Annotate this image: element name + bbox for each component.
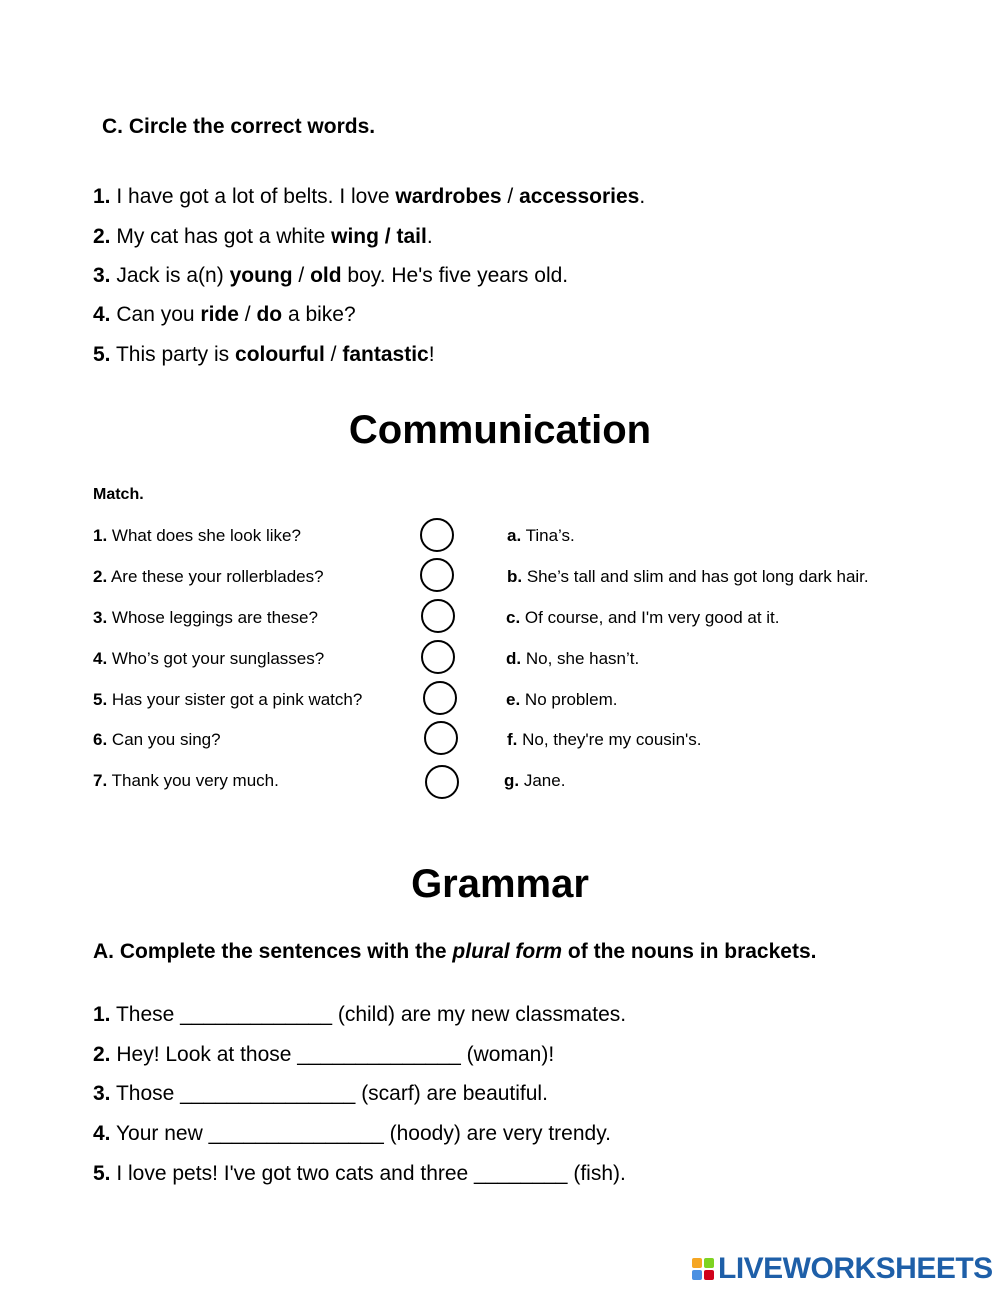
logo-text: LIVEWORKSHEETS [718, 1252, 993, 1285]
circle-item-5: 5. This party is colourful / fantastic! [93, 343, 435, 366]
section-c-title: C. Circle the correct words. [102, 115, 376, 138]
match-question: 3. Whose leggings are these? [93, 608, 318, 627]
match-question: 7. Thank you very much. [93, 771, 279, 790]
match-answer: b. She’s tall and slim and has got long dark hair. [507, 567, 869, 586]
answer-circle-4[interactable] [421, 640, 455, 674]
grammar-item-1[interactable]: 1. These _____________ (child) are my new classmates. [93, 1003, 627, 1026]
match-question: 1. What does she look like? [93, 526, 301, 545]
circle-item-2: 2. My cat has got a white wing / tail. [93, 225, 433, 248]
grammar-item-3[interactable]: 3. Those _______________ (scarf) are beautiful. [93, 1082, 548, 1105]
word-option[interactable]: wing [331, 225, 379, 248]
liveworksheets-logo [692, 1254, 993, 1284]
word-option[interactable]: old [310, 264, 342, 287]
word-option[interactable]: do [256, 303, 283, 326]
match-answer: c. Of course, and I'm very good at it. [506, 608, 780, 627]
match-question: 5. Has your sister got a pink watch? [93, 690, 363, 709]
word-option[interactable]: colourful [235, 343, 325, 366]
answer-circle-2[interactable] [420, 558, 454, 592]
circle-item-1: 1. I have got a lot of belts. I love wardrobes / accessories. [93, 185, 646, 208]
match-answer: a. Tina’s. [507, 526, 575, 545]
word-option[interactable]: wardrobes [395, 185, 502, 208]
match-answer: f. No, they're my cousin's. [507, 730, 702, 749]
word-option[interactable]: fantastic [342, 343, 429, 366]
grammar-heading: Grammar [411, 862, 589, 906]
match-answer: d. No, she hasn’t. [506, 649, 640, 668]
grammar-instruction: A. Complete the sentences with the plural form of the nouns in brackets. [93, 940, 817, 963]
match-answer: e. No problem. [506, 690, 618, 709]
match-question: 6. Can you sing? [93, 730, 221, 749]
word-option[interactable]: young [229, 264, 293, 287]
logo-blocks-icon [692, 1258, 714, 1280]
answer-circle-6[interactable] [424, 721, 458, 755]
circle-item-4: 4. Can you ride / do a bike? [93, 303, 356, 326]
word-option[interactable]: accessories [519, 185, 640, 208]
grammar-item-2[interactable]: 2. Hey! Look at those ______________ (woman)! [93, 1043, 555, 1066]
communication-heading: Communication [348, 408, 652, 452]
match-answer: g. Jane. [504, 771, 566, 790]
grammar-item-4[interactable]: 4. Your new _______________ (hoody) are very trendy. [93, 1122, 611, 1145]
match-question: 4. Who’s got your sunglasses? [93, 649, 325, 668]
word-option[interactable]: ride [200, 303, 239, 326]
answer-circle-3[interactable] [421, 599, 455, 633]
answer-circle-5[interactable] [423, 681, 457, 715]
circle-item-3: 3. Jack is a(n) young / old boy. He's five years old. [93, 264, 569, 287]
answer-circle-1[interactable] [420, 518, 454, 552]
match-question: 2. Are these your rollerblades? [93, 567, 324, 586]
word-option[interactable]: tail [396, 225, 427, 248]
answer-circle-7[interactable] [425, 765, 459, 799]
match-label: Match. [93, 486, 144, 503]
grammar-item-5[interactable]: 5. I love pets! I've got two cats and three ________ (fish). [93, 1162, 626, 1185]
